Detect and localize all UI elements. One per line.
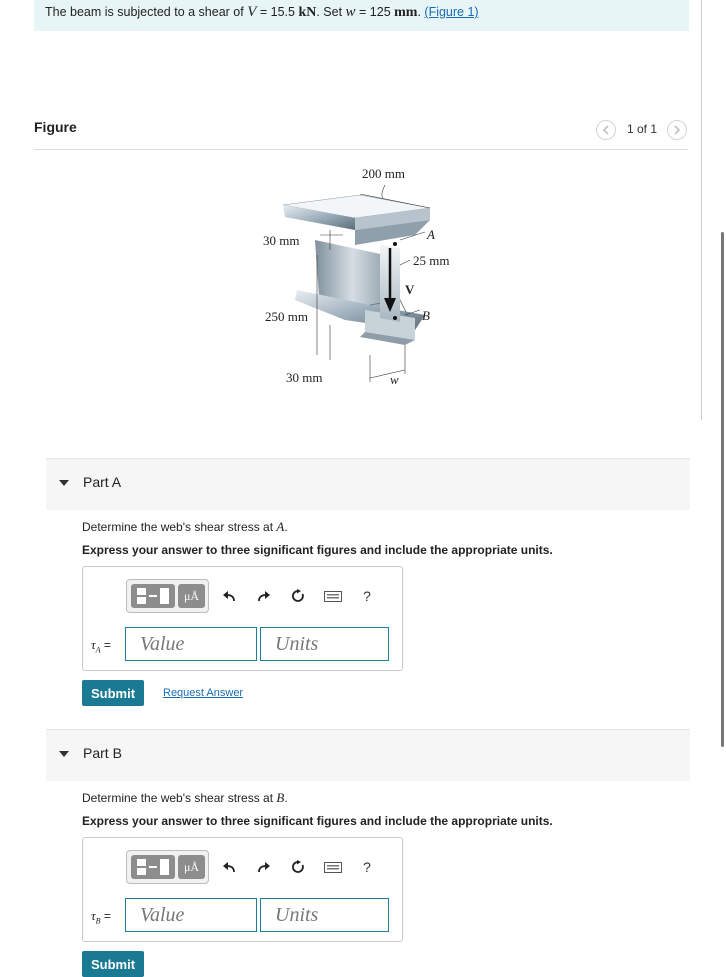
problem-end: .	[417, 5, 425, 19]
w-unit: mm	[394, 5, 418, 20]
label-web-thickness: 25 mm	[413, 253, 450, 268]
label-point-b: B	[422, 308, 430, 323]
beam-diagram	[255, 160, 475, 395]
undo-icon[interactable]	[220, 587, 238, 605]
units-input[interactable]: Units	[260, 898, 389, 932]
help-icon[interactable]: ?	[363, 588, 371, 604]
part-b-question	[82, 790, 288, 806]
value-input[interactable]: Value	[125, 627, 257, 661]
collapse-triangle-icon[interactable]	[59, 480, 69, 486]
part-b-header[interactable]	[46, 729, 690, 781]
request-answer-link[interactable]: Request Answer	[163, 687, 244, 699]
part-b-label: Part B	[83, 745, 122, 761]
part-b-answer-box	[82, 837, 403, 942]
redo-icon[interactable]	[255, 587, 273, 605]
part-b-point: B	[276, 790, 285, 805]
part-a-label: Part A	[83, 474, 122, 490]
v-unit: kN	[298, 5, 317, 20]
part-b-question-end: .	[284, 791, 288, 805]
chevron-right-icon[interactable]	[667, 120, 687, 140]
part-a-question	[82, 519, 288, 535]
units-input[interactable]: Units	[260, 627, 389, 661]
part-a-header[interactable]	[46, 458, 690, 510]
tau-symbol: τ	[91, 908, 96, 923]
part-a-instruction: Express your answer to three significant figures and include the appropriate units.	[82, 543, 553, 557]
submit-button[interactable]: Submit	[82, 680, 144, 706]
value-input[interactable]: Value	[125, 898, 257, 932]
help-icon[interactable]: ?	[363, 859, 371, 875]
redo-icon[interactable]	[255, 858, 273, 876]
problem-mid: . Set	[316, 5, 346, 19]
label-flange-thickness: 30 mm	[263, 233, 300, 248]
part-a-question-end: .	[284, 520, 288, 534]
label-top-width: 200 mm	[362, 166, 405, 181]
reset-icon[interactable]	[289, 858, 307, 876]
part-a-point: A	[276, 519, 285, 534]
label-web-height: 250 mm	[265, 309, 308, 324]
fraction-template-icon[interactable]	[131, 584, 175, 608]
reset-icon[interactable]	[289, 587, 307, 605]
w-symbol: w	[345, 4, 356, 20]
problem-statement	[34, 0, 689, 31]
part-a-question-text: Determine the web's shear stress at	[82, 520, 277, 534]
part-a-answer-box	[82, 566, 403, 671]
math-toolbar	[126, 579, 209, 613]
label-bottom-width: w	[390, 372, 399, 387]
scroll-divider	[701, 0, 702, 420]
w-value: = 125	[355, 5, 395, 19]
submit-button[interactable]: Submit	[82, 951, 144, 977]
keyboard-icon[interactable]	[322, 587, 344, 605]
figure-link[interactable]: (Figure 1)	[424, 5, 479, 19]
collapse-triangle-icon[interactable]	[59, 751, 69, 757]
equals-sign: =	[100, 638, 111, 652]
v-value: = 15.5	[256, 5, 299, 19]
beam-figure	[255, 160, 475, 395]
part-b-instruction: Express your answer to three significant figures and include the appropriate units.	[82, 814, 553, 828]
tau-b-label	[91, 908, 111, 925]
figure-pager	[596, 120, 688, 140]
label-bottom-flange: 30 mm	[286, 370, 323, 385]
v-symbol: V	[247, 4, 257, 20]
scrollbar-thumb[interactable]	[721, 232, 724, 747]
units-icon[interactable]: μÅ	[178, 584, 205, 608]
math-toolbar	[126, 850, 209, 884]
pager-text: 1 of 1	[627, 122, 658, 136]
chevron-left-icon[interactable]	[596, 120, 616, 140]
keyboard-icon[interactable]	[322, 858, 344, 876]
undo-icon[interactable]	[220, 858, 238, 876]
tau-subscript: A	[95, 645, 101, 655]
problem-text: The beam is subjected to a shear of	[45, 5, 248, 19]
tau-symbol: τ	[91, 637, 96, 652]
part-b-question-text: Determine the web's shear stress at	[82, 791, 277, 805]
figure-divider	[34, 149, 688, 150]
fraction-template-icon[interactable]	[131, 855, 175, 879]
units-icon[interactable]: μÅ	[178, 855, 205, 879]
label-point-a: A	[427, 227, 435, 242]
figure-title: Figure	[34, 119, 77, 135]
label-shear-v: V	[405, 282, 415, 297]
tau-subscript: B	[95, 916, 101, 926]
tau-a-label	[91, 637, 111, 654]
equals-sign: =	[100, 909, 111, 923]
